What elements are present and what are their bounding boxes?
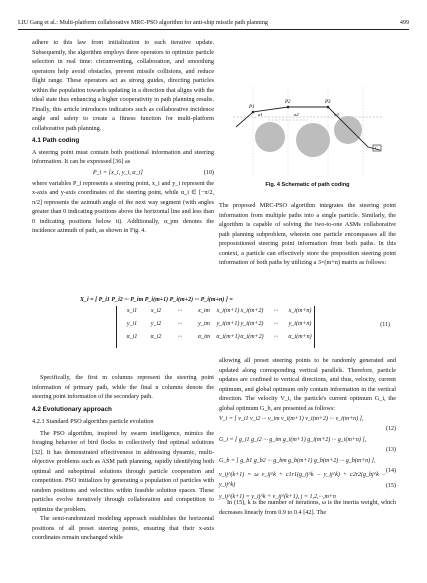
cell: ···	[177, 321, 183, 327]
equation-14-body: G_b = [ g_b1 g_b2 ··· g_bm g_b(m+1) g_b(m+2) ··· g_b(m+n) ],	[219, 457, 376, 464]
equation-15-line-a: v_ij^(k+1) = ω v_ij^k + c1r1(g_ij^k − y_ij^k) + c2r2(g_bj^k − y_ij^k)	[219, 472, 386, 488]
cell: ···	[273, 321, 279, 327]
equation-10-body: P_i = [x_i, y_i, α_i]	[92, 168, 143, 176]
label-alpha3: α3	[334, 112, 339, 117]
cell: y_i(m+1)	[216, 321, 240, 327]
label-p2: P2	[285, 100, 291, 105]
intro-paragraph: adhere to this law from initialization to each iterative update. Subsequently, the algorithm employs three operators to optimize particle selection in real time: circumventing, collaboration, and smoothing operators help avoid obstacles, prevent missile collisions, and reduce flight range. These operators act as strong guides, directing particles within the population towards updating in a direction that aligns with the ideal state thus enhancing a higher cooperativity in path planning results. Finally, this article introduces indicators such as collaborative incidence angle and safety to create a fitness function for multi-platform collaborative path planning.	[32, 39, 214, 132]
right-bottom-para1: allowing all preset steering points to be randomly generated and updated along corresponding vertical parallels. Therefore, particle updates are confined to vertical directions, and thus, velocity, current optimum, and global optimum only contain information in the vertical direction. The velocity V_i, the particle's current optimum G_i, the global optimum G_b, are presented as follows:	[219, 357, 396, 412]
matrix-row-1	[120, 308, 312, 314]
right-mid-paragraph: The proposed MRC-PSO algorithm integrates the steering point information from multiple paths into a single particle. Similarly, the algorithm is capable of solving the two-to-one ASMs collaborative path planning subproblem, wherein one particle encompasses all the preposistioned steering point information from both paths. In this context, a particle can effectively store the preposition steering point information of both paths by utilizing a 3×(m+n) matrix as follows:	[219, 202, 396, 266]
matrix-row-3	[120, 334, 312, 340]
subsection-4-2-1-heading: 4.2.1 Standard PSO algorithm particle evolution	[32, 418, 154, 425]
equation-13-body: G_i = [ g_i1 g_i2 ··· g_im g_i(m+1) g_i(m+2) ··· g_i(m+n) ],	[219, 436, 367, 443]
right-column-bottom	[219, 356, 396, 517]
page-number: 499	[399, 20, 409, 26]
equation-12	[219, 413, 396, 426]
equation-15-line-b: y_ij^(k+1) = y_ij^k + v_ij^(k+1), j = 1,2,···,m+n	[219, 494, 336, 501]
steering-point-1	[252, 111, 255, 114]
label-c: C	[375, 145, 379, 151]
right-bottom-para2: In (15), k is the number of iterations, ω is the inertia weight, which decreases linearly from 0.9 to 0.4 [42]. The	[219, 499, 396, 516]
equation-15	[219, 472, 396, 501]
section-4-1-para2: where variables P_i represents a steering point, x_i and y_i represent the x-axis and y-axis coordinates of the steering point, while α_i ∈ [−π/2, π/2] represents the azimuth angle of the next way segment (with angles greater than 0 indicating positions above the horizontal line and less than 0 indicating positions below it). Additionally, α_pm denotes the incidence azimuth of path, as shown in Fig. 4.	[32, 179, 214, 234]
equations-12-15	[219, 413, 396, 501]
section-4-2-heading: 4.2 Evolutionary approach	[32, 405, 112, 413]
section-4-1-para1: A steering point must contain both positional information and steering information. It can be expressed [36] as	[32, 148, 214, 165]
cell: y_i2	[150, 321, 162, 327]
cell: ···	[273, 334, 279, 340]
cell: x_i(m+1)	[216, 308, 240, 314]
left-column-top	[32, 38, 214, 236]
equation-14	[219, 455, 396, 468]
equation-13	[219, 434, 396, 447]
cell: ···	[177, 308, 183, 314]
obstacle-circle-3	[334, 116, 362, 144]
section-4-1-heading: 4.1 Path coding	[32, 137, 80, 144]
cell: α_im	[197, 334, 211, 340]
left-bottom-para2: The PSO algorithm, inspired by swarm intelligence, mimics the foraging behavior of bird flocks to collectively find optimal solutions [32]. It has demonstrated effectiveness in addressing dynamic, multi-objective problems such as ASM path planning, rapidly identifying both optimal and suboptimal solutions through particle cooperation and competition. PSO initializes by generating a population of particles with random positions and velocities within feasible solution spaces. These particles evolve iteratively through collaboration and competition to optimize the problem.	[32, 429, 214, 513]
left-column-bottom	[32, 373, 214, 543]
equation-10	[32, 167, 214, 179]
cell: α_i(m+1)	[216, 334, 240, 340]
matrix-row-2	[120, 321, 312, 327]
cell: x_i(m+2)	[240, 308, 264, 314]
cell: α_i(m+n)	[288, 334, 312, 340]
cell: α_i1	[126, 334, 138, 340]
label-alpha2: α2	[294, 112, 299, 117]
equation-15-number: (15)	[386, 483, 396, 490]
figure-4-caption: Fig. 4 Schematic of path coding	[265, 182, 350, 188]
equation-11-number: (11)	[380, 322, 390, 328]
figure-4-path-coding	[228, 82, 388, 182]
right-column-mid	[219, 201, 396, 268]
equation-13-number-row	[219, 447, 396, 455]
cell: y_im	[198, 321, 210, 327]
equation-10-number: (10)	[203, 168, 214, 176]
cell: α_i(m+2)	[240, 334, 264, 340]
cell: y_i(m+n)	[288, 321, 312, 327]
equation-11-lhs: X_i = [ P_i1 P_i2 ··· P_im P_i(m+1) P_i(m+2) ··· P_i(m+n) ] =	[80, 297, 233, 303]
label-alpha1: α1	[258, 112, 263, 117]
equation-12-number: (12)	[386, 426, 396, 433]
equation-12-body: V_i = [ v_i1 v_i2 ··· v_im v_i(m+1) v_i(m+2) ··· v_i(m+n) ],	[219, 415, 364, 422]
running-title: LIU Gang et al.: Multi-platform collaborative MRC-PSO algorithm for anti-ship missile path planning	[18, 20, 268, 26]
obstacle-circle-2	[296, 123, 330, 157]
left-bottom-para1: Specifically, the first m columns represent the steering point information of primary path, while the final n columns denote the steering point information of the secondary path.	[32, 374, 214, 400]
label-p1: P1	[249, 105, 255, 110]
equation-13-number: (13)	[386, 447, 396, 454]
obstacle-circle-1	[255, 122, 285, 152]
cell: x_i1	[126, 308, 138, 314]
steering-point-3	[327, 106, 330, 109]
left-bottom-para3: The semi-randomized modeling approach establishes the horizontal positions of all preset steering points, ensuring that their x-axis coordinates remain unchanged while	[32, 515, 214, 541]
cell: ···	[273, 308, 279, 314]
equation-12-number-row	[219, 426, 396, 434]
cell: y_i1	[126, 321, 138, 327]
equation-11	[80, 293, 400, 353]
cell: y_i(m+2)	[240, 321, 264, 327]
cell: ···	[177, 334, 183, 340]
matrix-right-bracket	[314, 306, 316, 348]
cell: x_i(m+n)	[288, 308, 312, 314]
cell: x_i2	[150, 308, 162, 314]
steering-point-2	[287, 106, 290, 109]
equation-14-number: (14)	[386, 468, 396, 475]
running-header	[18, 20, 409, 30]
label-p3: P3	[325, 100, 331, 105]
cell: α_i2	[150, 334, 162, 340]
cell: x_im	[198, 308, 210, 314]
matrix-left-bracket	[116, 306, 118, 348]
